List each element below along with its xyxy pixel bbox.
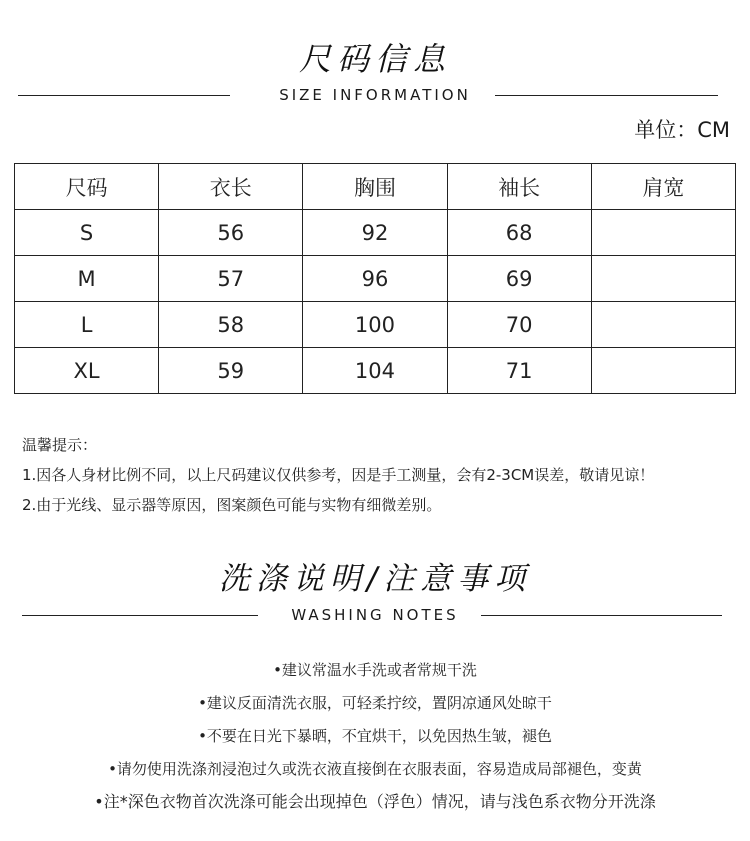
unit-label: 单位：CM	[634, 118, 730, 142]
tips-item: 1.因各人身材比例不同，以上尺码建议仅供参考，因是手工测量，会有2-3CM误差，敬请见谅！	[22, 466, 655, 484]
washing-title: 洗涤说明/注意事项	[218, 561, 532, 597]
table-cell: 68	[447, 210, 591, 256]
list-item: •不要在日光下暴晒，不宜烘干，以免因热生皱，褪色	[198, 727, 552, 745]
divider-right	[495, 95, 718, 96]
size-info-subtitle-row	[0, 85, 750, 105]
table-cell: 100	[303, 302, 447, 348]
table-cell: M	[15, 256, 159, 302]
header-size: 尺码	[15, 164, 159, 210]
table-cell: 96	[303, 256, 447, 302]
table-row	[15, 256, 736, 302]
list-item: •建议常温水手洗或者常规干洗	[273, 661, 477, 679]
size-info-title: 尺码信息	[298, 40, 451, 78]
table-cell: 104	[303, 348, 447, 394]
washing-notes-list	[0, 658, 750, 823]
list-item: •注*深色衣物首次洗涤可能会出现掉色（浮色）情况，请与浅色系衣物分开洗涤	[94, 792, 656, 811]
table-cell: 57	[159, 256, 303, 302]
header-length: 衣长	[159, 164, 303, 210]
table-cell: 69	[447, 256, 591, 302]
washing-subtitle-row	[0, 605, 750, 625]
table-cell	[591, 348, 735, 394]
list-item: •请勿使用洗涤剂浸泡过久或洗衣液直接倒在衣服表面，容易造成局部褪色，变黄	[108, 760, 642, 778]
table-cell: 70	[447, 302, 591, 348]
table-cell: 92	[303, 210, 447, 256]
tips-heading: 温馨提示：	[22, 436, 98, 454]
table-cell: 71	[447, 348, 591, 394]
size-info-subtitle: SIZE INFORMATION	[279, 86, 471, 104]
header-shoulder: 肩宽	[591, 164, 735, 210]
table-cell: 58	[159, 302, 303, 348]
header-chest: 胸围	[303, 164, 447, 210]
table-cell: 59	[159, 348, 303, 394]
header-sleeve: 袖长	[447, 164, 591, 210]
table-cell	[591, 256, 735, 302]
table-cell: L	[15, 302, 159, 348]
tips-item: 2.由于光线、显示器等原因，图案颜色可能与实物有细微差别。	[22, 496, 442, 514]
table-row	[15, 302, 736, 348]
table-row	[15, 348, 736, 394]
table-cell: S	[15, 210, 159, 256]
divider-right	[481, 615, 722, 616]
tips-block	[22, 430, 654, 520]
table-cell	[591, 210, 735, 256]
table-cell: 56	[159, 210, 303, 256]
washing-subtitle: WASHING NOTES	[291, 606, 459, 624]
size-table	[14, 163, 736, 394]
table-cell: XL	[15, 348, 159, 394]
table-row	[15, 210, 736, 256]
table-cell	[591, 302, 735, 348]
table-header-row	[15, 164, 736, 210]
list-item: •建议反面清洗衣服，可轻柔拧绞，置阴凉通风处晾干	[198, 694, 552, 712]
